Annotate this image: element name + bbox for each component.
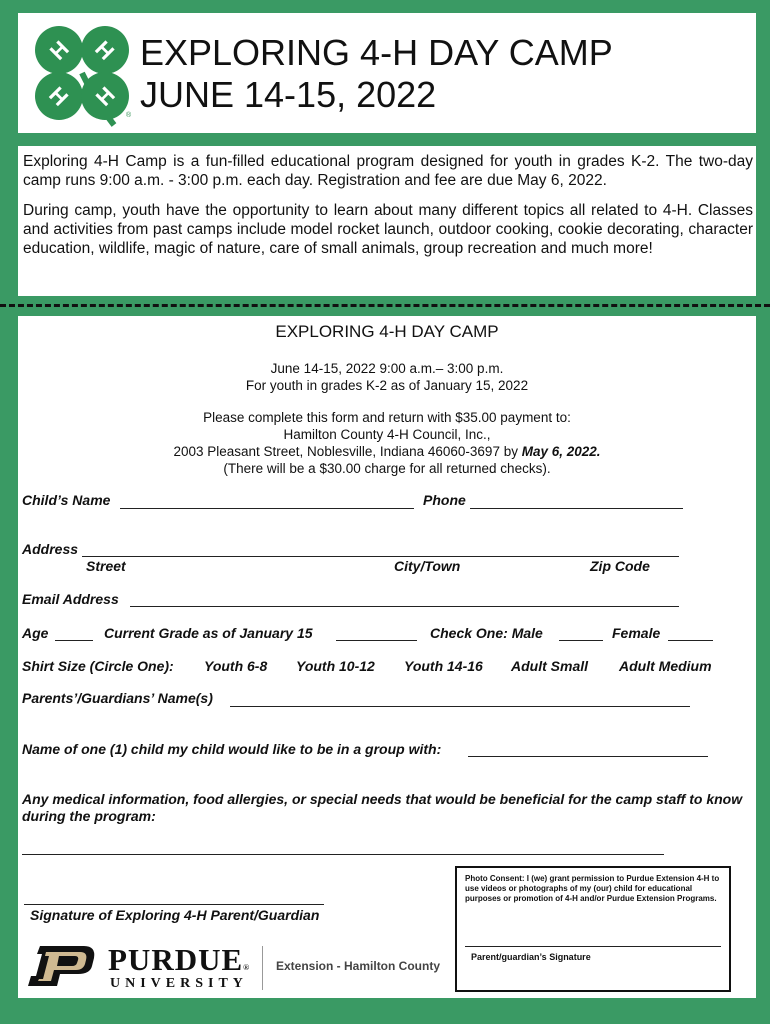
- due-date: May 6, 2022.: [521, 444, 601, 459]
- female-field[interactable]: [668, 640, 713, 641]
- consent-signature-label: Parent/guardian’s Signature: [471, 952, 591, 962]
- email-field[interactable]: [130, 606, 679, 607]
- title-panel: [18, 13, 756, 133]
- form-dates: June 14-15, 2022 9:00 a.m.– 3:00 p.m.: [270, 361, 504, 376]
- email-label: Email Address: [22, 591, 119, 607]
- extension-county-text: Extension - Hamilton County: [276, 959, 441, 973]
- clover-h-letter: H: [44, 81, 74, 111]
- mailing-address-text: 2003 Pleasant Street, Noblesville, Indiana 46060-3697 by: [173, 444, 522, 459]
- intro-panel: [18, 146, 756, 296]
- photo-consent-heading: Photo Consent:: [465, 874, 525, 883]
- shirt-size-label: Shirt Size (Circle One):: [22, 658, 174, 674]
- page-title-line1: EXPLORING 4-H DAY CAMP: [140, 32, 613, 73]
- purdue-university-text: UNIVERSITY: [110, 976, 248, 991]
- male-field[interactable]: [559, 640, 603, 641]
- clover-h-letter: H: [90, 35, 120, 65]
- zip-label: Zip Code: [590, 558, 650, 574]
- clover-registered-mark: ®: [126, 112, 132, 119]
- city-label: City/Town: [394, 558, 461, 574]
- address-label: Address: [22, 541, 79, 557]
- medical-info-field[interactable]: [22, 854, 664, 855]
- grade-field[interactable]: [336, 640, 417, 641]
- purdue-name-text: PURDUE: [108, 942, 244, 977]
- address-field[interactable]: [82, 556, 679, 557]
- medical-info-label: Any medical information, food allergies, or special needs that would be beneficial for the camp staff to know during the program:: [22, 791, 743, 824]
- shirt-option[interactable]: Youth 6-8: [204, 658, 268, 674]
- returned-check-notice: (There will be a $30.00 charge for all returned checks).: [223, 461, 551, 476]
- female-label: Female: [612, 625, 661, 641]
- form-mailing-address: [18, 443, 756, 460]
- shirt-option[interactable]: Adult Small: [511, 658, 589, 674]
- shirt-option[interactable]: Adult Medium: [619, 658, 712, 674]
- check-one-male-label: Check One: Male: [430, 625, 543, 641]
- parent-signature-label: Signature of Exploring 4-H Parent/Guardian: [30, 907, 320, 923]
- childs-name-field[interactable]: [120, 508, 414, 509]
- consent-signature-field[interactable]: [465, 946, 721, 947]
- parents-field[interactable]: [230, 706, 690, 707]
- purdue-registered-mark: ®: [243, 963, 251, 972]
- purdue-wordmark: [108, 942, 250, 978]
- group-request-label: Name of one (1) child my child would like to be in a group with:: [22, 741, 442, 757]
- parents-label: Parents’/Guardians’ Name(s): [22, 690, 213, 706]
- photo-consent-text: I (we) grant permission to Purdue Extension 4-H to use videos or photographs of my (our) child for educational purposes or promotion of 4-H and/or Purdue Extension Programs.: [465, 874, 720, 903]
- age-label: Age: [22, 625, 49, 641]
- phone-label: Phone: [423, 492, 466, 508]
- intro-paragraph: Exploring 4-H Camp is a fun-filled educational program designed for youth in grades K-2. The two-day camp runs 9:00 a.m. - 3:00 p.m. each day. Registration and fee are due May 6, 2022.: [23, 153, 753, 189]
- photo-consent-box: [455, 866, 731, 992]
- street-label: Street: [86, 558, 126, 574]
- clover-h-letter: H: [44, 35, 74, 65]
- group-request-field[interactable]: [468, 756, 708, 757]
- parent-signature-field[interactable]: [24, 904, 324, 905]
- logo-divider: [262, 946, 263, 990]
- purdue-p-logo: [26, 944, 98, 988]
- registration-form: [18, 316, 756, 998]
- form-eligibility: For youth in grades K-2 as of January 15, 2022: [245, 378, 529, 393]
- 4h-clover-logo: [26, 17, 138, 129]
- clover-h-letter: H: [90, 81, 120, 111]
- cut-line-divider: [0, 304, 770, 307]
- phone-field[interactable]: [470, 508, 683, 509]
- form-payee: Hamilton County 4-H Council, Inc.,: [283, 427, 491, 442]
- shirt-option[interactable]: Youth 14-16: [404, 658, 483, 674]
- form-title: EXPLORING 4-H DAY CAMP: [275, 322, 499, 341]
- grade-label: Current Grade as of January 15: [104, 625, 313, 641]
- childs-name-label: Child’s Name: [22, 492, 111, 508]
- intro-paragraph: During camp, youth have the opportunity to learn about many different topics all related to 4-H. Classes and activities from past camps include model rocket launch, outdoor cooking, cookie decorating, character education, wildlife, magic of nature, care of small animals, group recreation and much more!: [23, 202, 753, 257]
- shirt-option[interactable]: Youth 10-12: [296, 658, 375, 674]
- page-title-line2: JUNE 14-15, 2022: [140, 74, 437, 115]
- form-instructions: Please complete this form and return with $35.00 payment to:: [203, 410, 571, 425]
- age-field[interactable]: [55, 640, 93, 641]
